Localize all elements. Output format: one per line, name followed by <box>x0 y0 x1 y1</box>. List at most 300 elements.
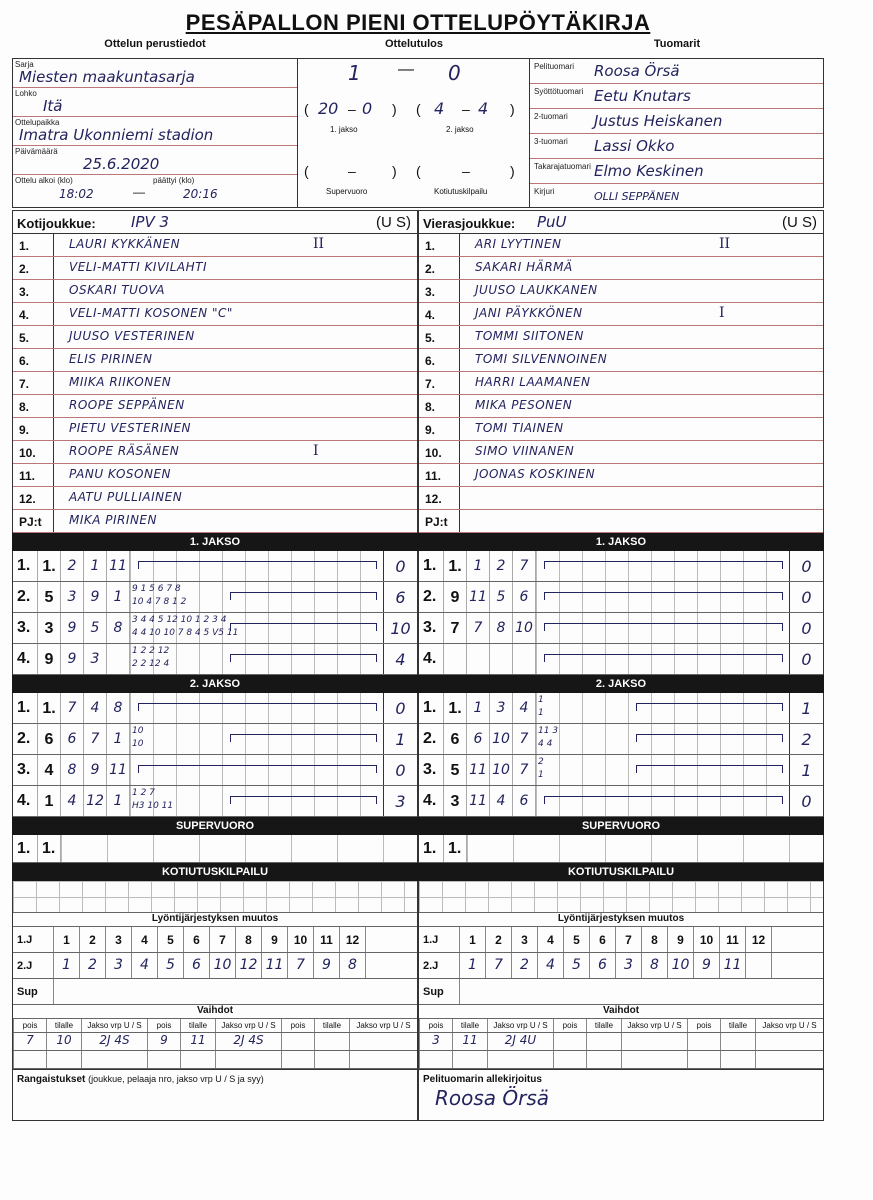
away-jakso2-bar: 2. JAKSO <box>418 675 824 693</box>
subs-cell[interactable] <box>215 1051 281 1068</box>
subs-row[interactable] <box>419 1051 823 1069</box>
subs-cell[interactable]: 2J 4S <box>215 1033 281 1050</box>
inning-notes: 1 1 <box>538 695 544 718</box>
subs-cell[interactable] <box>720 1033 755 1050</box>
inning-line <box>138 765 377 773</box>
order-cell[interactable]: 2 <box>511 953 537 978</box>
subs-cell[interactable] <box>281 1051 314 1068</box>
batter-cell[interactable]: 5 <box>83 613 106 643</box>
order-label: 2.J <box>17 960 33 972</box>
subs-cell[interactable]: 10 <box>46 1033 81 1050</box>
referees-block <box>530 58 824 208</box>
player-name: PANU KOSONEN <box>69 467 172 481</box>
subs-cell[interactable] <box>687 1051 720 1068</box>
subs-row[interactable] <box>13 1033 417 1051</box>
inning-notes: 3 4 4 5 12 10 1 2 3 4 4 4 10 10 7 8 4 5 V5 11 <box>132 615 239 638</box>
inning-grid[interactable] <box>129 786 383 816</box>
player-row[interactable] <box>419 303 823 326</box>
subs-header-cell: pois <box>553 1019 586 1032</box>
inning-runs[interactable]: 10 <box>383 613 417 643</box>
order-cell[interactable]: 5 <box>157 953 183 978</box>
inning-row[interactable] <box>419 551 823 582</box>
subs-cell[interactable] <box>349 1051 417 1068</box>
koti-grid[interactable] <box>13 881 417 913</box>
field-pvm[interactable] <box>13 146 297 175</box>
subs-cell[interactable] <box>452 1051 487 1068</box>
order-label: Sup <box>423 986 444 998</box>
subs-cell[interactable] <box>586 1033 621 1050</box>
signature-label: Pelituomarin allekirjoitus <box>423 1074 542 1085</box>
batter-cell[interactable]: 1. <box>443 551 466 581</box>
player-row[interactable] <box>13 395 417 418</box>
subs-title: Vaihdot <box>419 1005 823 1019</box>
order-cell[interactable]: 10 <box>667 953 693 978</box>
batter-cell[interactable]: 5 <box>489 582 512 612</box>
player-row[interactable] <box>13 487 417 510</box>
player-row[interactable] <box>13 303 417 326</box>
batter-cell[interactable]: 2 <box>489 551 512 581</box>
inning-runs[interactable]: 2 <box>789 724 823 754</box>
batter-cell[interactable]: 1 <box>83 551 106 581</box>
inning-runs[interactable]: 1 <box>383 724 417 754</box>
label-paikka: Ottelupaikka <box>15 118 60 127</box>
order-cell[interactable]: 6 <box>589 953 615 978</box>
away-us[interactable]: (U S) <box>782 214 817 231</box>
batter-cell[interactable]: 3 <box>37 613 60 643</box>
inning-row[interactable] <box>13 644 417 675</box>
inning-row[interactable] <box>419 786 823 817</box>
order-rest[interactable] <box>459 979 823 1004</box>
batter-cell[interactable]: 9 <box>60 644 83 674</box>
player-name: ROOPE SEPPÄNEN <box>69 398 185 412</box>
batter-cell[interactable]: 9 <box>83 582 106 612</box>
inning-runs[interactable]: 3 <box>383 786 417 816</box>
order-cell[interactable]: 10 <box>209 953 235 978</box>
order-cell[interactable]: 12 <box>235 953 261 978</box>
subs-row[interactable] <box>419 1033 823 1051</box>
batter-cell[interactable] <box>443 644 466 674</box>
batter-cell[interactable]: 4 <box>60 786 83 816</box>
ref-1[interactable] <box>530 84 823 109</box>
player-row[interactable] <box>13 464 417 487</box>
order-cell[interactable]: 4 <box>537 953 563 978</box>
inning-row[interactable] <box>419 613 823 644</box>
player-name: MIKA PESONEN <box>475 398 573 412</box>
order-rest[interactable] <box>53 979 417 1004</box>
subs-cell[interactable]: 7 <box>13 1033 46 1050</box>
batter-cell[interactable]: 1 <box>37 786 60 816</box>
inning-number: 4. <box>17 650 31 667</box>
order-col: 9 <box>667 927 693 952</box>
label-paattyi: päättyi (klo) <box>153 176 195 185</box>
inning-notes: 2 1 <box>538 757 544 780</box>
player-row[interactable] <box>13 372 417 395</box>
inning-grid[interactable] <box>129 551 383 581</box>
inning-runs[interactable]: 1 <box>789 693 823 723</box>
super-grid[interactable] <box>60 835 417 862</box>
inning-grid[interactable] <box>129 644 383 674</box>
batter-cell[interactable]: 1 <box>106 582 129 612</box>
ref-4[interactable] <box>530 159 823 184</box>
row-divider <box>53 441 54 463</box>
order-label: 1.J <box>423 934 439 946</box>
player-name: SAKARI HÄRMÄ <box>475 260 573 274</box>
field-paikka[interactable] <box>13 117 297 146</box>
inning-grid[interactable] <box>129 613 383 643</box>
inning-runs[interactable]: 0 <box>383 693 417 723</box>
inning-runs[interactable]: 6 <box>383 582 417 612</box>
row-divider <box>53 510 54 532</box>
subs-cell[interactable] <box>621 1051 687 1068</box>
subs-cell[interactable]: 11 <box>180 1033 215 1050</box>
subs-cell[interactable] <box>553 1033 586 1050</box>
subs-cell[interactable] <box>621 1033 687 1050</box>
section-titles <box>12 38 824 54</box>
inning-runs[interactable]: 0 <box>383 551 417 581</box>
subs-cell[interactable]: 2J 4S <box>81 1033 147 1050</box>
order-cell[interactable]: 11 <box>719 953 745 978</box>
batter-cell[interactable]: 11 <box>106 551 129 581</box>
batter-cell[interactable]: 8 <box>106 613 129 643</box>
subs-cell[interactable] <box>46 1051 81 1068</box>
batter-cell[interactable]: 1 <box>466 693 489 723</box>
player-row[interactable] <box>419 395 823 418</box>
inning-line <box>138 561 377 569</box>
subs-cell[interactable] <box>419 1051 452 1068</box>
player-row[interactable] <box>13 257 417 280</box>
home-name[interactable]: IPV 3 <box>131 213 170 231</box>
inning-grid[interactable] <box>129 755 383 785</box>
batter-cell[interactable]: 6 <box>512 582 535 612</box>
player-row[interactable] <box>13 234 417 257</box>
subs-cell[interactable]: 2J 4U <box>487 1033 553 1050</box>
batter-cell[interactable]: 8 <box>489 613 512 643</box>
order-row-1j[interactable] <box>13 927 417 953</box>
subs-cell[interactable] <box>553 1051 586 1068</box>
player-row[interactable] <box>13 510 417 533</box>
subs-header <box>13 1019 417 1033</box>
order-row-sup[interactable] <box>13 979 417 1005</box>
inning-row[interactable] <box>13 724 417 755</box>
super-cell: 1. <box>37 835 60 862</box>
inning-number: 4. <box>423 650 437 667</box>
player-row[interactable] <box>419 464 823 487</box>
order-col: 3 <box>105 927 131 952</box>
subs-cell[interactable] <box>314 1033 349 1050</box>
inning-row[interactable] <box>419 724 823 755</box>
order-label: 2.J <box>423 960 439 972</box>
super-row[interactable] <box>419 835 823 863</box>
order-cell[interactable]: 2 <box>79 953 105 978</box>
ref-5[interactable] <box>530 184 823 209</box>
subs-cell[interactable] <box>755 1051 823 1068</box>
batter-cell[interactable]: 9 <box>60 613 83 643</box>
batter-cell[interactable] <box>489 644 512 674</box>
player-row[interactable] <box>419 510 823 533</box>
subs-cell[interactable] <box>586 1051 621 1068</box>
subs-cell[interactable] <box>487 1051 553 1068</box>
batter-cell[interactable]: 10 <box>512 613 535 643</box>
ref-3[interactable] <box>530 134 823 159</box>
batter-cell[interactable]: 1 <box>466 551 489 581</box>
home-order <box>12 913 418 1005</box>
batter-cell[interactable]: 7 <box>60 693 83 723</box>
subs-cell[interactable] <box>13 1051 46 1068</box>
order-cell[interactable]: 8 <box>641 953 667 978</box>
batter-cell[interactable]: 3 <box>443 786 466 816</box>
order-cell[interactable]: 8 <box>339 953 365 978</box>
batter-cell[interactable]: 7 <box>512 755 535 785</box>
subs-row[interactable] <box>13 1051 417 1069</box>
order-cell[interactable]: 9 <box>313 953 339 978</box>
player-number: 6. <box>19 354 30 368</box>
order-col: 5 <box>157 927 183 952</box>
batter-cell[interactable]: 7 <box>466 613 489 643</box>
inning-grid[interactable] <box>535 786 789 816</box>
player-row[interactable] <box>419 257 823 280</box>
player-row[interactable] <box>419 326 823 349</box>
subs-header-cell: Jakso vrp U / S <box>215 1019 281 1032</box>
order-cell[interactable]: 4 <box>131 953 157 978</box>
inning-runs[interactable]: 1 <box>789 755 823 785</box>
batter-cell[interactable]: 11 <box>466 582 489 612</box>
field-lohko[interactable] <box>13 88 297 117</box>
away-super-bar: SUPERVUORO <box>418 817 824 835</box>
ref-role: Takarajatuomari <box>534 162 591 171</box>
batter-cell[interactable]: 3 <box>83 644 106 674</box>
inning-grid[interactable] <box>535 551 789 581</box>
subs-cell[interactable] <box>314 1051 349 1068</box>
batter-cell[interactable]: 4 <box>83 693 106 723</box>
player-number: 11. <box>425 469 442 483</box>
batter-cell[interactable]: 11 <box>466 786 489 816</box>
inning-runs[interactable]: 0 <box>789 786 823 816</box>
inning-grid[interactable] <box>129 582 383 612</box>
inning-row[interactable] <box>419 755 823 786</box>
home-label: Kotijoukkue: <box>17 216 96 231</box>
row-divider <box>53 372 54 394</box>
value-paikka: Imatra Ukonniemi stadion <box>19 126 214 144</box>
inning-grid[interactable] <box>535 755 789 785</box>
signature-box[interactable] <box>418 1070 824 1120</box>
order-cell[interactable]: 6 <box>183 953 209 978</box>
order-row-sup[interactable] <box>419 979 823 1005</box>
batter-cell[interactable]: 6 <box>512 786 535 816</box>
batter-cell[interactable]: 12 <box>83 786 106 816</box>
subs-header-cell: Jakso vrp U / S <box>621 1019 687 1032</box>
batter-cell[interactable]: 1. <box>37 693 60 723</box>
batter-cell[interactable]: 9 <box>83 755 106 785</box>
inning-row[interactable] <box>13 613 417 644</box>
super-row[interactable] <box>13 835 417 863</box>
order-cell[interactable] <box>745 953 771 978</box>
inning-row[interactable] <box>13 755 417 786</box>
player-row[interactable] <box>419 234 823 257</box>
batter-cell[interactable]: 10 <box>489 755 512 785</box>
batter-cell[interactable]: 3 <box>489 693 512 723</box>
label-pvm: Päivämäärä <box>15 147 58 156</box>
inning-row[interactable] <box>419 582 823 613</box>
subs-cell[interactable] <box>147 1051 180 1068</box>
batter-cell[interactable]: 6 <box>60 724 83 754</box>
inning-row[interactable] <box>419 644 823 675</box>
row-divider <box>459 326 460 348</box>
order-cell[interactable]: 11 <box>261 953 287 978</box>
order-cell[interactable]: 3 <box>615 953 641 978</box>
batter-cell[interactable]: 5 <box>37 582 60 612</box>
away-name[interactable]: PuU <box>537 213 567 231</box>
order-cell[interactable]: 3 <box>105 953 131 978</box>
order-col: 12 <box>339 927 365 952</box>
batter-cell[interactable]: 6 <box>443 724 466 754</box>
player-row[interactable] <box>13 418 417 441</box>
order-cell[interactable]: 1 <box>53 953 79 978</box>
inning-grid[interactable] <box>535 613 789 643</box>
batter-cell[interactable]: 11 <box>466 755 489 785</box>
inning-grid[interactable] <box>535 724 789 754</box>
order-col: 6 <box>183 927 209 952</box>
away-super <box>418 835 824 863</box>
batter-cell[interactable]: 7 <box>443 613 466 643</box>
player-row[interactable] <box>13 349 417 372</box>
player-row[interactable] <box>419 487 823 510</box>
row-divider <box>459 464 460 486</box>
batter-cell[interactable]: 3 <box>60 582 83 612</box>
j2-label: 2. jakso <box>446 125 474 134</box>
batting-order <box>12 913 824 1005</box>
batter-cell[interactable]: 1 <box>106 786 129 816</box>
subs-cell[interactable]: 3 <box>419 1033 452 1050</box>
subs-cell[interactable] <box>180 1051 215 1068</box>
away-team-header <box>419 210 823 234</box>
batter-cell[interactable]: 1. <box>443 693 466 723</box>
inning-number: 3. <box>423 619 437 636</box>
subs-cell[interactable] <box>349 1033 417 1050</box>
inning-row[interactable] <box>419 693 823 724</box>
player-row[interactable] <box>419 418 823 441</box>
batter-cell[interactable]: 9 <box>37 644 60 674</box>
subs-cell[interactable] <box>755 1033 823 1050</box>
order-row-1j[interactable] <box>419 927 823 953</box>
player-number: 10. <box>425 446 442 460</box>
order-cell[interactable]: 9 <box>693 953 719 978</box>
inning-grid[interactable] <box>535 693 789 723</box>
field-sarja[interactable] <box>13 59 297 88</box>
order-cell[interactable]: 1 <box>459 953 485 978</box>
batter-cell[interactable]: 1 <box>106 724 129 754</box>
player-number: 10. <box>19 446 36 460</box>
order-col: 4 <box>537 927 563 952</box>
batter-cell[interactable]: 5 <box>443 755 466 785</box>
supervuoro <box>12 835 824 863</box>
field-time[interactable] <box>13 175 297 204</box>
batter-cell[interactable]: 8 <box>60 755 83 785</box>
batter-cell[interactable] <box>106 644 129 674</box>
batter-cell[interactable]: 10 <box>489 724 512 754</box>
batter-cell[interactable]: 2 <box>60 551 83 581</box>
player-row[interactable] <box>419 280 823 303</box>
penalties-box[interactable] <box>12 1070 418 1120</box>
koti-label: Kotiutuskilpailu <box>434 187 488 196</box>
inning-runs[interactable]: 0 <box>789 582 823 612</box>
ref-2[interactable] <box>530 109 823 134</box>
inning-runs[interactable]: 4 <box>383 644 417 674</box>
player-row[interactable] <box>419 349 823 372</box>
batter-cell[interactable]: 7 <box>83 724 106 754</box>
ref-name: OLLI SEPPÄNEN <box>594 190 680 203</box>
batter-cell[interactable]: 4 <box>489 786 512 816</box>
inning-runs[interactable]: 0 <box>789 644 823 674</box>
inning-row[interactable] <box>13 551 417 582</box>
subs-cell[interactable]: 9 <box>147 1033 180 1050</box>
batter-cell[interactable]: 1. <box>37 551 60 581</box>
batter-cell[interactable]: 9 <box>443 582 466 612</box>
player-row[interactable] <box>419 441 823 464</box>
batter-cell[interactable]: 4 <box>37 755 60 785</box>
order-rest <box>771 953 823 978</box>
inning-grid[interactable] <box>129 693 383 723</box>
order-row-2j[interactable] <box>13 953 417 979</box>
row-divider <box>53 326 54 348</box>
row-divider <box>53 303 54 325</box>
player-number: 12. <box>425 492 442 506</box>
order-cell[interactable]: 5 <box>563 953 589 978</box>
inning-row[interactable] <box>13 582 417 613</box>
batter-cell[interactable]: 6 <box>37 724 60 754</box>
home-us[interactable]: (U S) <box>376 214 411 231</box>
subs-cell[interactable] <box>281 1033 314 1050</box>
batter-cell[interactable]: 7 <box>512 551 535 581</box>
subs-cell[interactable]: 11 <box>452 1033 487 1050</box>
player-row[interactable] <box>419 372 823 395</box>
inning-grid[interactable] <box>129 724 383 754</box>
batter-cell[interactable]: 7 <box>512 724 535 754</box>
subs-cell[interactable] <box>81 1051 147 1068</box>
inning-row[interactable] <box>13 786 417 817</box>
home-jakso2 <box>12 693 418 817</box>
order-cell[interactable]: 7 <box>485 953 511 978</box>
player-name: AATU PULLIAINEN <box>69 490 183 504</box>
inning-row[interactable] <box>13 693 417 724</box>
order-cell[interactable]: 7 <box>287 953 313 978</box>
inning-runs[interactable]: 0 <box>789 613 823 643</box>
inning-grid[interactable] <box>535 644 789 674</box>
order-row-2j[interactable] <box>419 953 823 979</box>
player-row[interactable] <box>13 441 417 464</box>
home-subs <box>12 1005 418 1069</box>
inning-grid[interactable] <box>535 582 789 612</box>
batter-cell[interactable] <box>512 644 535 674</box>
super-grid[interactable] <box>466 835 823 862</box>
player-row[interactable] <box>13 326 417 349</box>
ref-0[interactable] <box>530 59 823 84</box>
batter-cell[interactable] <box>466 644 489 674</box>
player-row[interactable] <box>13 280 417 303</box>
player-name: JUUSO LAUKKANEN <box>475 283 598 297</box>
subs-cell[interactable] <box>687 1033 720 1050</box>
batter-cell[interactable]: 11 <box>106 755 129 785</box>
koti-grid[interactable] <box>419 881 823 913</box>
order-col: 8 <box>235 927 261 952</box>
player-name: TOMI SILVENNOINEN <box>475 352 608 366</box>
batter-cell[interactable]: 4 <box>512 693 535 723</box>
batter-cell[interactable]: 6 <box>466 724 489 754</box>
inning-runs[interactable]: 0 <box>383 755 417 785</box>
subs-cell[interactable] <box>720 1051 755 1068</box>
subs-header-cell: tilalle <box>46 1019 81 1032</box>
inning-runs[interactable]: 0 <box>789 551 823 581</box>
batter-cell[interactable]: 8 <box>106 693 129 723</box>
